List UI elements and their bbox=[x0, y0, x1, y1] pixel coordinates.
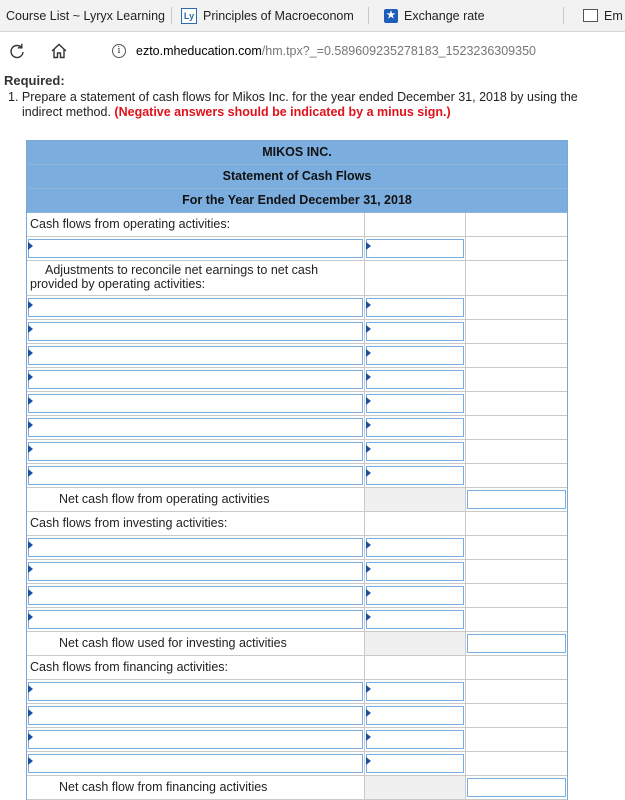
amount-input[interactable] bbox=[366, 730, 464, 749]
amount-input[interactable] bbox=[366, 394, 464, 413]
dropdown-arrow-icon bbox=[366, 565, 371, 573]
dropdown-arrow-icon bbox=[366, 469, 371, 477]
line-item-dropdown[interactable] bbox=[28, 562, 363, 581]
investing-header: Cash flows from investing activities: bbox=[30, 516, 228, 530]
amount-input[interactable] bbox=[366, 754, 464, 773]
section-header-row bbox=[27, 512, 567, 536]
company-name: MIKOS INC. bbox=[27, 141, 567, 165]
home-button[interactable] bbox=[48, 40, 70, 62]
dropdown-arrow-icon bbox=[366, 325, 371, 333]
net-operating-input[interactable] bbox=[467, 490, 566, 509]
instruction-line-1: 1. Prepare a statement of cash flows for Mikos Inc. for the year ended December 31, 2018 by using the bbox=[8, 90, 578, 104]
line-item-dropdown[interactable] bbox=[28, 610, 363, 629]
input-row bbox=[27, 584, 567, 608]
amount-input[interactable] bbox=[366, 418, 464, 437]
dropdown-arrow-icon bbox=[28, 589, 33, 597]
dropdown-arrow-icon bbox=[366, 709, 371, 717]
statement-period: For the Year Ended December 31, 2018 bbox=[27, 189, 567, 213]
dropdown-arrow-icon bbox=[366, 397, 371, 405]
dropdown-arrow-icon bbox=[366, 589, 371, 597]
line-item-dropdown[interactable] bbox=[28, 730, 363, 749]
amount-input[interactable] bbox=[366, 239, 464, 258]
amount-input[interactable] bbox=[366, 346, 464, 365]
dropdown-arrow-icon bbox=[28, 349, 33, 357]
dropdown-arrow-icon bbox=[366, 421, 371, 429]
input-row bbox=[27, 752, 567, 776]
dropdown-arrow-icon bbox=[28, 421, 33, 429]
lyryx-icon: Ly bbox=[181, 8, 197, 24]
net-financing-label: Net cash flow from financing activities bbox=[59, 780, 268, 794]
line-item-dropdown[interactable] bbox=[28, 538, 363, 557]
input-row bbox=[27, 320, 567, 344]
dropdown-arrow-icon bbox=[28, 469, 33, 477]
url-field[interactable] bbox=[112, 42, 536, 60]
input-row bbox=[27, 392, 567, 416]
browser-tab-bar bbox=[0, 0, 625, 32]
line-item-dropdown[interactable] bbox=[28, 298, 363, 317]
tab-principles-of-macroeconomics[interactable] bbox=[181, 4, 369, 27]
dropdown-arrow-icon bbox=[366, 685, 371, 693]
required-heading: Required: bbox=[4, 73, 65, 88]
section-header-row bbox=[27, 213, 567, 237]
line-item-dropdown[interactable] bbox=[28, 394, 363, 413]
line-item-dropdown[interactable] bbox=[28, 346, 363, 365]
page-icon bbox=[583, 9, 598, 22]
tab-partial[interactable] bbox=[583, 4, 625, 27]
dropdown-arrow-icon bbox=[28, 709, 33, 717]
financing-header: Cash flows from financing activities: bbox=[30, 660, 228, 674]
url-path: /hm.tpx?_=0.589609235278183_1523236309350 bbox=[261, 44, 536, 58]
dropdown-arrow-icon bbox=[28, 397, 33, 405]
amount-input[interactable] bbox=[366, 442, 464, 461]
amount-input[interactable] bbox=[366, 322, 464, 341]
tab-label: Course List ~ Lyryx Learning bbox=[6, 8, 165, 23]
tab-exchange-rate[interactable] bbox=[384, 4, 564, 27]
instruction-line-2 bbox=[8, 105, 623, 120]
dropdown-arrow-icon bbox=[28, 757, 33, 765]
operating-header: Cash flows from operating activities: bbox=[30, 217, 231, 231]
statement-title: Statement of Cash Flows bbox=[27, 165, 567, 189]
line-item-dropdown[interactable] bbox=[28, 586, 363, 605]
amount-input[interactable] bbox=[366, 682, 464, 701]
adjustments-label: Adjustments to reconcile net earnings to net cash provided by operating activities: bbox=[30, 263, 319, 291]
line-item-dropdown[interactable] bbox=[28, 754, 363, 773]
refresh-icon bbox=[6, 40, 28, 62]
dropdown-arrow-icon bbox=[28, 242, 33, 250]
instruction-method: indirect method. bbox=[22, 105, 111, 119]
tab-label: Em bbox=[604, 8, 623, 23]
input-row bbox=[27, 368, 567, 392]
input-row bbox=[27, 536, 567, 560]
tab-label: Principles of Macroeconom bbox=[203, 8, 354, 23]
star-icon: ★ bbox=[384, 9, 398, 23]
home-icon bbox=[48, 40, 70, 62]
input-row bbox=[27, 344, 567, 368]
url-host: ezto.mheducation.com bbox=[136, 44, 262, 58]
dropdown-arrow-icon bbox=[28, 301, 33, 309]
dropdown-arrow-icon bbox=[366, 733, 371, 741]
amount-input[interactable] bbox=[366, 538, 464, 557]
input-row bbox=[27, 728, 567, 752]
instruction-text bbox=[8, 90, 623, 120]
dropdown-arrow-icon bbox=[28, 373, 33, 381]
dropdown-arrow-icon bbox=[366, 613, 371, 621]
line-item-dropdown[interactable] bbox=[28, 706, 363, 725]
tab-label: Exchange rate bbox=[404, 8, 485, 23]
net-investing-row bbox=[27, 632, 567, 656]
dropdown-arrow-icon bbox=[366, 445, 371, 453]
section-header-row bbox=[27, 656, 567, 680]
input-row bbox=[27, 440, 567, 464]
line-item-dropdown[interactable] bbox=[28, 466, 363, 485]
input-row bbox=[27, 608, 567, 632]
input-row bbox=[27, 680, 567, 704]
amount-input[interactable] bbox=[366, 706, 464, 725]
address-bar bbox=[0, 32, 625, 68]
line-item-dropdown[interactable] bbox=[28, 370, 363, 389]
input-row bbox=[27, 464, 567, 488]
amount-input[interactable] bbox=[366, 562, 464, 581]
line-item-dropdown[interactable] bbox=[28, 682, 363, 701]
adjustments-row bbox=[27, 261, 567, 296]
dropdown-arrow-icon bbox=[28, 613, 33, 621]
amount-input[interactable] bbox=[366, 370, 464, 389]
net-financing-row bbox=[27, 776, 567, 800]
tab-course-list[interactable] bbox=[0, 4, 172, 27]
net-operating-row bbox=[27, 488, 567, 512]
dropdown-arrow-icon bbox=[366, 242, 371, 250]
dropdown-arrow-icon bbox=[366, 373, 371, 381]
input-row bbox=[27, 416, 567, 440]
amount-input[interactable] bbox=[366, 298, 464, 317]
amount-input[interactable] bbox=[366, 586, 464, 605]
dropdown-arrow-icon bbox=[28, 541, 33, 549]
line-item-dropdown[interactable] bbox=[28, 442, 363, 461]
dropdown-arrow-icon bbox=[28, 685, 33, 693]
dropdown-arrow-icon bbox=[28, 445, 33, 453]
amount-input[interactable] bbox=[366, 610, 464, 629]
dropdown-arrow-icon bbox=[366, 349, 371, 357]
dropdown-arrow-icon bbox=[366, 301, 371, 309]
info-icon[interactable]: i bbox=[112, 44, 126, 58]
instruction-note: (Negative answers should be indicated by a minus sign.) bbox=[114, 105, 451, 119]
dropdown-arrow-icon bbox=[28, 325, 33, 333]
line-item-dropdown[interactable] bbox=[28, 418, 363, 437]
cash-flow-statement bbox=[26, 140, 568, 800]
input-row bbox=[27, 704, 567, 728]
dropdown-arrow-icon bbox=[366, 757, 371, 765]
refresh-button[interactable] bbox=[6, 40, 28, 62]
dropdown-arrow-icon bbox=[366, 541, 371, 549]
net-investing-label: Net cash flow used for investing activities bbox=[59, 636, 287, 650]
amount-input[interactable] bbox=[366, 466, 464, 485]
net-investing-input[interactable] bbox=[467, 634, 566, 653]
dropdown-arrow-icon bbox=[28, 565, 33, 573]
input-row bbox=[27, 296, 567, 320]
line-item-dropdown[interactable] bbox=[28, 239, 363, 258]
dropdown-arrow-icon bbox=[28, 733, 33, 741]
input-row bbox=[27, 560, 567, 584]
operating-input-row bbox=[27, 237, 567, 261]
net-financing-input[interactable] bbox=[467, 778, 566, 797]
line-item-dropdown[interactable] bbox=[28, 322, 363, 341]
net-operating-label: Net cash flow from operating activities bbox=[59, 492, 270, 506]
